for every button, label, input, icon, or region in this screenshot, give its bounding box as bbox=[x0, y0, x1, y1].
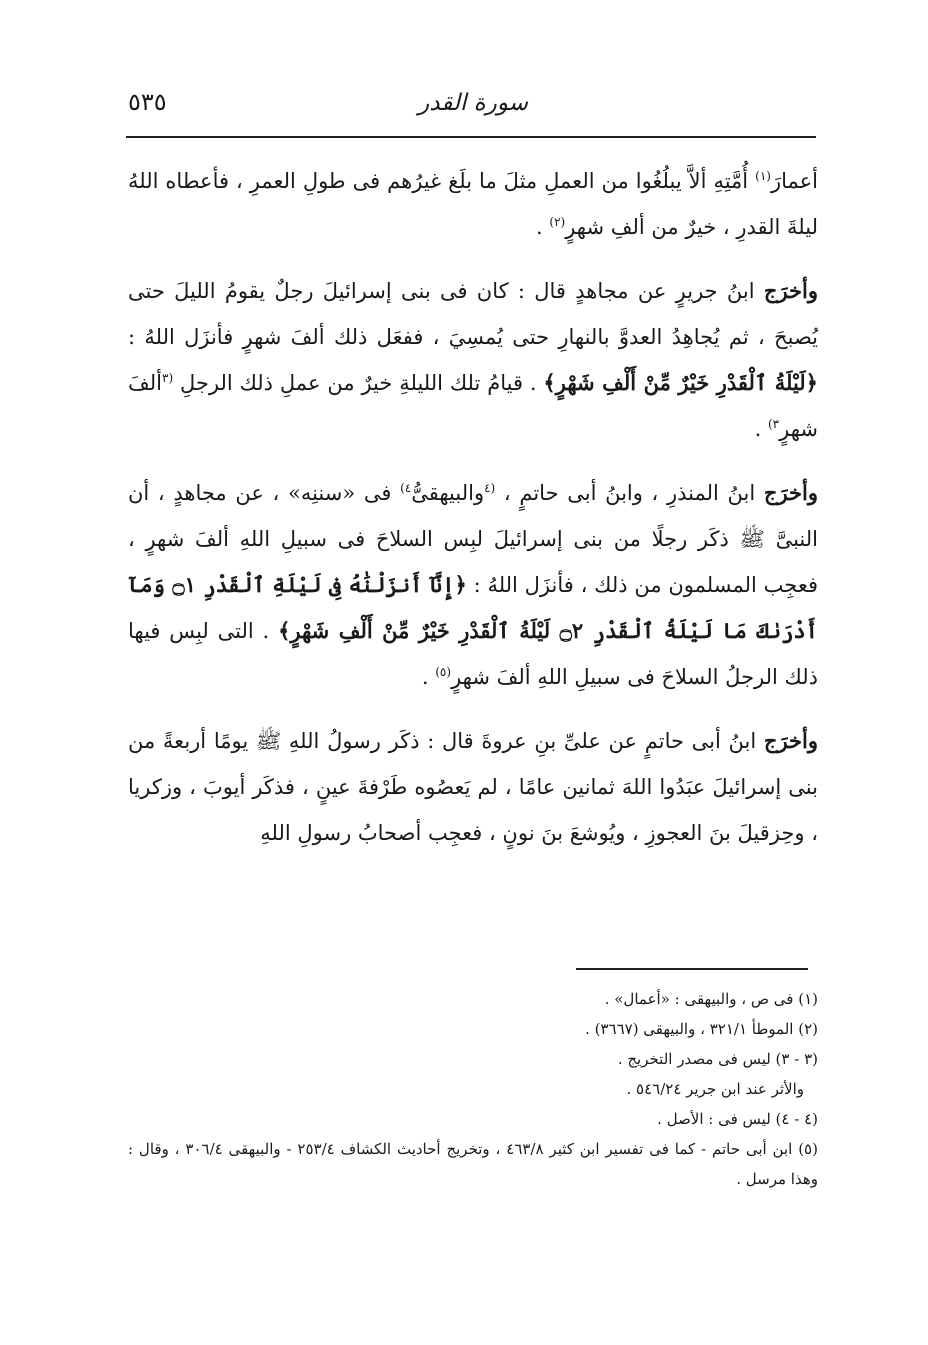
footnote-marker-3-close: ٣) bbox=[767, 417, 780, 431]
text-segment: والبيهقىُّ bbox=[411, 481, 485, 505]
footnote-marker-4-close: ٤) bbox=[400, 481, 412, 495]
paragraph-lead-word: وأخرَج bbox=[763, 728, 818, 753]
text-segment: . bbox=[536, 215, 550, 239]
footnote-marker-2: (٢) bbox=[549, 215, 566, 229]
footnote-marker-1: (١) bbox=[755, 169, 771, 183]
footnote-3: (٣ - ٣) ليس فى مصدر التخريج . bbox=[617, 1050, 818, 1068]
paragraph-4 bbox=[128, 718, 818, 856]
text-segment: أُمَّتِهِ ألاَّ يبلُغُوا من العملِ مثلَ ما بلَغ غيرُهم فى طولِ العمرِ ، فأعطاه اللهُ ليلةَ القدرِ ، خيرٌ من ألفِ شهرٍ bbox=[128, 169, 818, 239]
footnote-4: (٤ - ٤) ليس فى : الأصل . bbox=[657, 1110, 818, 1128]
surah-title: سورة القدر bbox=[418, 90, 528, 116]
footnote-divider bbox=[576, 968, 808, 970]
text-segment: فى «سننِه» ، عن مجاهدٍ ، أن النبىَّ ﷺ ذكَر رجلًا من بنى إسرائيلَ لبِس السلاحَ فى سبيلِ اللهِ ألفَ شهرٍ ، فعجِب المسلمون من ذلك ، فأنزَل اللهُ : bbox=[128, 481, 818, 597]
text-segment: ابنُ المنذرِ ، وابنُ أبى حاتمٍ ، bbox=[495, 481, 764, 505]
quran-verse: ﴿إِنَّآ أَنزَلْنَٰهُ فِى لَيْلَةِ ٱلْقَدْرِ ۝١ وَمَآ أَدْرَىٰكَ مَا لَيْلَةُ ٱلْقَدْرِ ۝٢ لَيْلَةُ ٱلْقَدْرِ خَيْرٌ مِّنْ أَلْفِ شَهْرٍ﴾ bbox=[128, 572, 818, 643]
text-segment: . قيامُ تلك الليلةِ خيرٌ من عملِ ذلك الرجلِ bbox=[173, 371, 544, 395]
footnote-marker-5: (٥) bbox=[435, 665, 452, 679]
footnote-2: (٢) الموطأ ٣٢١/١ ، والبيهقى (٣٦٦٧) . bbox=[585, 1020, 818, 1038]
header-divider bbox=[126, 136, 816, 138]
paragraph-lead-word: وأخرَج bbox=[763, 480, 818, 505]
page-header bbox=[128, 86, 818, 126]
quran-verse: ﴿لَيْلَةُ ٱلْقَدْرِ خَيْرٌ مِّنْ أَلْفِ شَهْرٍ﴾ bbox=[543, 370, 818, 395]
text-segment: ابنُ أبى حاتمٍ عن علىِّ بنِ عروةَ قال : ذكَر رسولُ اللهِ ﷺ يومًا أربعةً من بنى إسرائيلَ عبَدُوا اللهَ ثمانين عامًا ، لم يَعصُوه طَرْفةَ عينٍ ، فذكَر أيوبَ ، وزكريا ، وحِزقيلَ بنَ العجوزِ ، ويُوشعَ بنَ نونٍ ، فعجِب أصحابُ رسولِ اللهِ bbox=[128, 729, 818, 845]
main-text bbox=[128, 158, 818, 874]
text-segment: أعمارَ bbox=[770, 169, 818, 193]
text-segment: . bbox=[421, 665, 436, 689]
footnote-1: (١) فى ص ، والبيهقى : «أعمال» . bbox=[604, 990, 818, 1008]
footnote-marker-3-open: (٣ bbox=[161, 371, 174, 385]
page-number: ٥٣٥ bbox=[128, 88, 167, 116]
footnote-marker-4-open: (٤ bbox=[484, 481, 496, 495]
footnotes bbox=[128, 984, 818, 1194]
paragraph-1 bbox=[128, 158, 818, 250]
text-segment: . التى لبِس فيها ذلك الرجلُ السلاحَ فى سبيلِ اللهِ ألفَ شهرٍ bbox=[128, 619, 818, 689]
text-segment: . bbox=[754, 417, 768, 441]
footnote-3-note: والأثر عند ابن جرير ٥٤٦/٢٤ . bbox=[626, 1080, 804, 1098]
paragraph-3 bbox=[128, 470, 818, 700]
text-segment: ألفَ شهرٍ bbox=[128, 371, 818, 441]
paragraph-2 bbox=[128, 268, 818, 452]
paragraph-lead-word: وأخرَج bbox=[763, 278, 818, 303]
text-segment: ابنُ جريرٍ عن مجاهدٍ قال : كان فى بنى إسرائيلَ رجلٌ يقومُ الليلَ حتى يُصبحَ ، ثم يُجاهِدُ العدوَّ بالنهارِ حتى يُمسِيَ ، ففعَل ذلك ألفَ شهرٍ فأنزَل اللهُ : bbox=[128, 279, 818, 349]
footnote-5: (٥) ابن أبى حاتم - كما فى تفسير ابن كثير ٤٦٣/٨ ، وتخريج أحاديث الكشاف ٢٥٣/٤ - والبيهقى ٣٠٦/٤ ، وقال : وهذا مرسل . bbox=[128, 1140, 818, 1188]
